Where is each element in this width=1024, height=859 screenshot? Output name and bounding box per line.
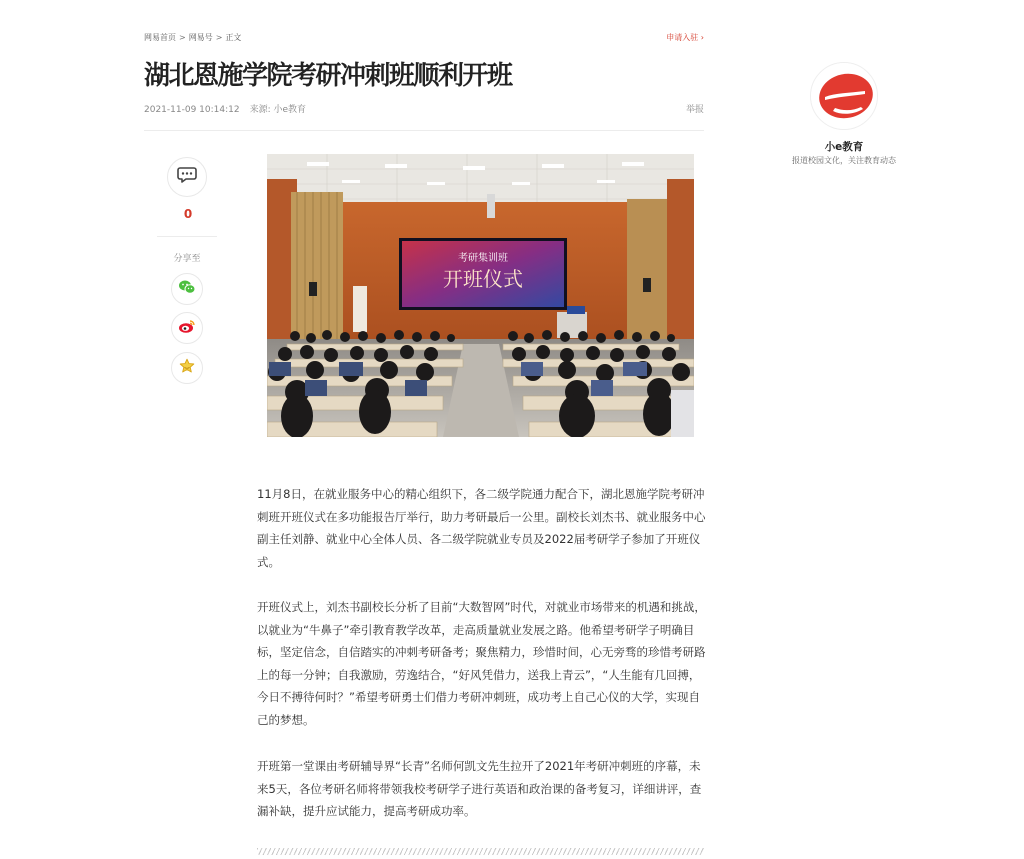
author-name[interactable]: 小e教育 [824, 141, 864, 153]
comment-icon [177, 166, 197, 188]
share-weibo-button[interactable] [171, 312, 203, 344]
breadcrumb-section-link[interactable]: 网易号 [188, 33, 213, 42]
article-photo [267, 154, 694, 437]
sidebar-divider [157, 236, 217, 237]
author-avatar[interactable] [810, 62, 878, 130]
share-wechat-button[interactable] [171, 273, 203, 305]
comment-count[interactable]: 0 [183, 207, 193, 221]
comment-button[interactable] [167, 157, 207, 197]
favorite-button[interactable] [171, 352, 203, 384]
breadcrumb-current: 正文 [225, 33, 242, 42]
article-meta [144, 102, 306, 115]
breadcrumb-home-link[interactable]: 网易首页 [144, 33, 176, 42]
breadcrumb [144, 32, 241, 43]
breadcrumb-separator: > [215, 33, 223, 42]
article-paragraph: 开班第一堂课由考研辅导界“长青”名师何凯文先生拉开了2021年考研冲刺班的序幕，未来5天，各位考研名师将带领我校考研学子进行英语和政治课的备考复习，详细讲评，查漏补缺，提升应试能力，提高考研成功率。 [257, 759, 702, 819]
weibo-icon [178, 318, 196, 338]
netease-e-logo-icon [811, 114, 877, 130]
article-title: 湖北恩施学院考研冲刺班顺利开班 [144, 61, 512, 91]
article-paragraph: 开班仪式上，刘杰书副校长分析了目前“大数智网”时代，对就业市场带来的机遇和挑战，以就业为“牛鼻子”牵引教育教学改革，走高质量就业发展之路。他希望考研学子明确目标，坚定信念，自信踏实的冲刺考研备考；聚焦精力，珍惜时间，心无旁骛的珍惜考研路上的每一分钟；自我激励，劳逸结合，“好风凭借力，送我上青云”，“人生能有几回搏，今日不搏待何时？”希望考研勇士们借力考研冲刺班，成功考上自己心仪的大学，实现自己的梦想。 [257, 600, 706, 727]
apply-join-link[interactable]: 申请入驻 › [666, 33, 704, 42]
article-paragraph: 11月8日，在就业服务中心的精心组织下，各二级学院通力配合下，湖北恩施学院考研冲刺班开班仪式在多功能报告厅举行，助力考研最后一公里。副校长刘杰书、就业服务中心副主任刘静、就业中心全体人员、各二级学院就业专员及2022届考研学子参加了开班仪式。 [257, 487, 706, 569]
article-source[interactable]: 来源: 小e教育 [249, 105, 307, 115]
article-end-divider [257, 848, 704, 855]
article-datetime: 2021-11-09 10:14:12 [144, 105, 240, 115]
wechat-icon [178, 279, 196, 299]
report-link[interactable]: 举报 [685, 105, 704, 115]
favorite-star-icon [179, 358, 195, 378]
breadcrumb-separator: > [179, 33, 186, 42]
screen-banner-line1: 考研集训班 [458, 253, 508, 264]
author-description: 报道校园文化，关注教育动态 [792, 156, 896, 165]
share-label: 分享至 [173, 254, 201, 264]
screen-banner-line2: 开班仪式 [443, 267, 523, 291]
header-divider [144, 130, 704, 131]
